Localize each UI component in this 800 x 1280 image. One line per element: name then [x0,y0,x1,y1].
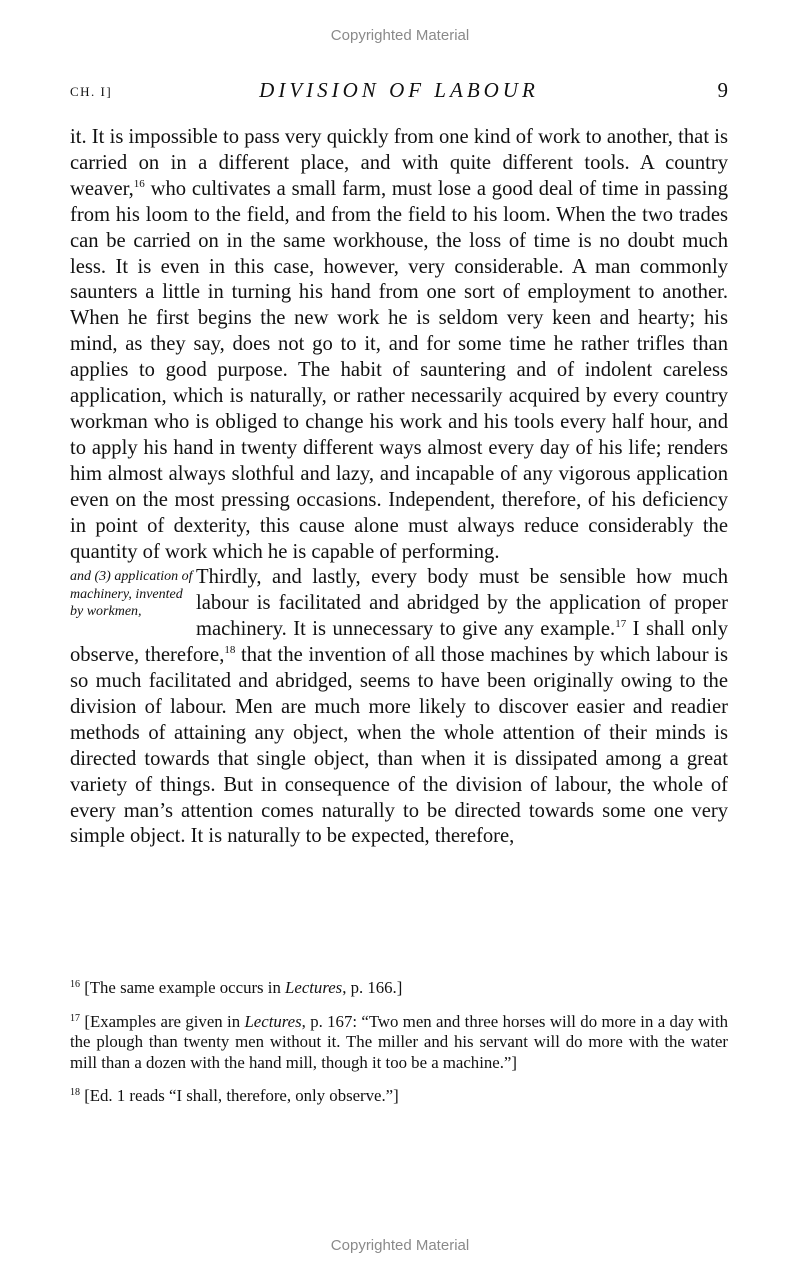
text-run: it. It is impossible to pass very quickly from one kind of work to another, that is carried on in a different place, and with quite different tools. A country weaver, [70,126,728,200]
running-head [70,78,728,108]
footnote-number: 18 [70,1087,80,1098]
footnote-ref-16: 16 [133,177,145,190]
text-run: who cultivates a small farm, must lose a good deal of time in passing from his loom to the field, and from the field to his loom. When the two trades can be carried on in the same workhouse, the loss of time is no doubt much less. It is even in this case, however, very considerable. A man commonly saunters a little in turning his hand from one sort of employment to another. When he first begins the new work he is seldom very keen and hearty; his mind, as they say, does not go to it, and for some time he rather trifles than applies to good purpose. The habit of sauntering and of indolent careless application, which is naturally, or rather necessarily acquired by every country workman who is obliged to change his work and his tools every half hour, and to apply his hand in twenty different ways almost every day of his life; renders him almost always slothful and lazy, and incapable of any vigorous application even on the most pressing occasions. Independent, therefore, of his deficiency in point of dexterity, this cause alone must always reduce considerably the quantity of work which he is capable of performing. [70,177,728,563]
footnote [70,1086,728,1107]
footnotes [70,978,728,1120]
page-number: 9 [717,78,728,102]
chapter-label: CH. I] [70,84,113,99]
text-run: that the invention of all those machines by which labour is so much facilitated and abridged, seems to have been originally owing to the division of labour. Men are much more likely to discover easier and readier methods of attaining any object, when the whole attention of their minds is directed towards that single object, than when it is dissipated among a great variety of things. But in consequence of the division of labour, the whole of every man’s attention comes naturally to be directed towards some one very simple object. It is naturally to be expected, therefore, [70,644,728,848]
footnote-number: 17 [70,1012,80,1024]
footnote [70,1012,728,1074]
footnote-text: [Ed. 1 reads “I shall, therefore, only observe.”] [84,1086,399,1105]
page-title: DIVISION OF LABOUR [259,78,539,102]
watermark-top: Copyrighted Material [330,27,470,44]
footnote [70,978,728,999]
footnote-text: , p. 166.] [342,978,403,997]
main-text [70,125,728,850]
paragraph [70,125,728,565]
text-run: I shall only observe, therefore, [70,618,729,667]
footnote-work-title: Lectures [244,1011,302,1031]
footnote-text: [Examples are given in [84,1011,245,1031]
footnote-ref-17: 17 [615,618,627,631]
text-run: Thirdly, and lastly, every body must be sensible how much labour is facilitated and abridged by the application of proper machinery. It is unnecessary to give any example. [196,566,728,641]
footnote-ref-18: 18 [224,644,236,657]
watermark-bottom: Copyrighted Material [330,1237,470,1254]
margin-note: and (3) application of machinery, invented by workmen, [70,569,193,619]
footnote-work-title: Lectures [285,978,343,997]
footnote-number: 16 [70,979,80,990]
footnote-text: [The same example occurs in [84,978,286,997]
footnote-text: , p. 167: “Two men and three horses will do more in a day with the plough than twenty men without it. The miller and his servant will do more with the water mill than a dozen with the hand mill, though it too be a machine.”] [70,1011,728,1072]
